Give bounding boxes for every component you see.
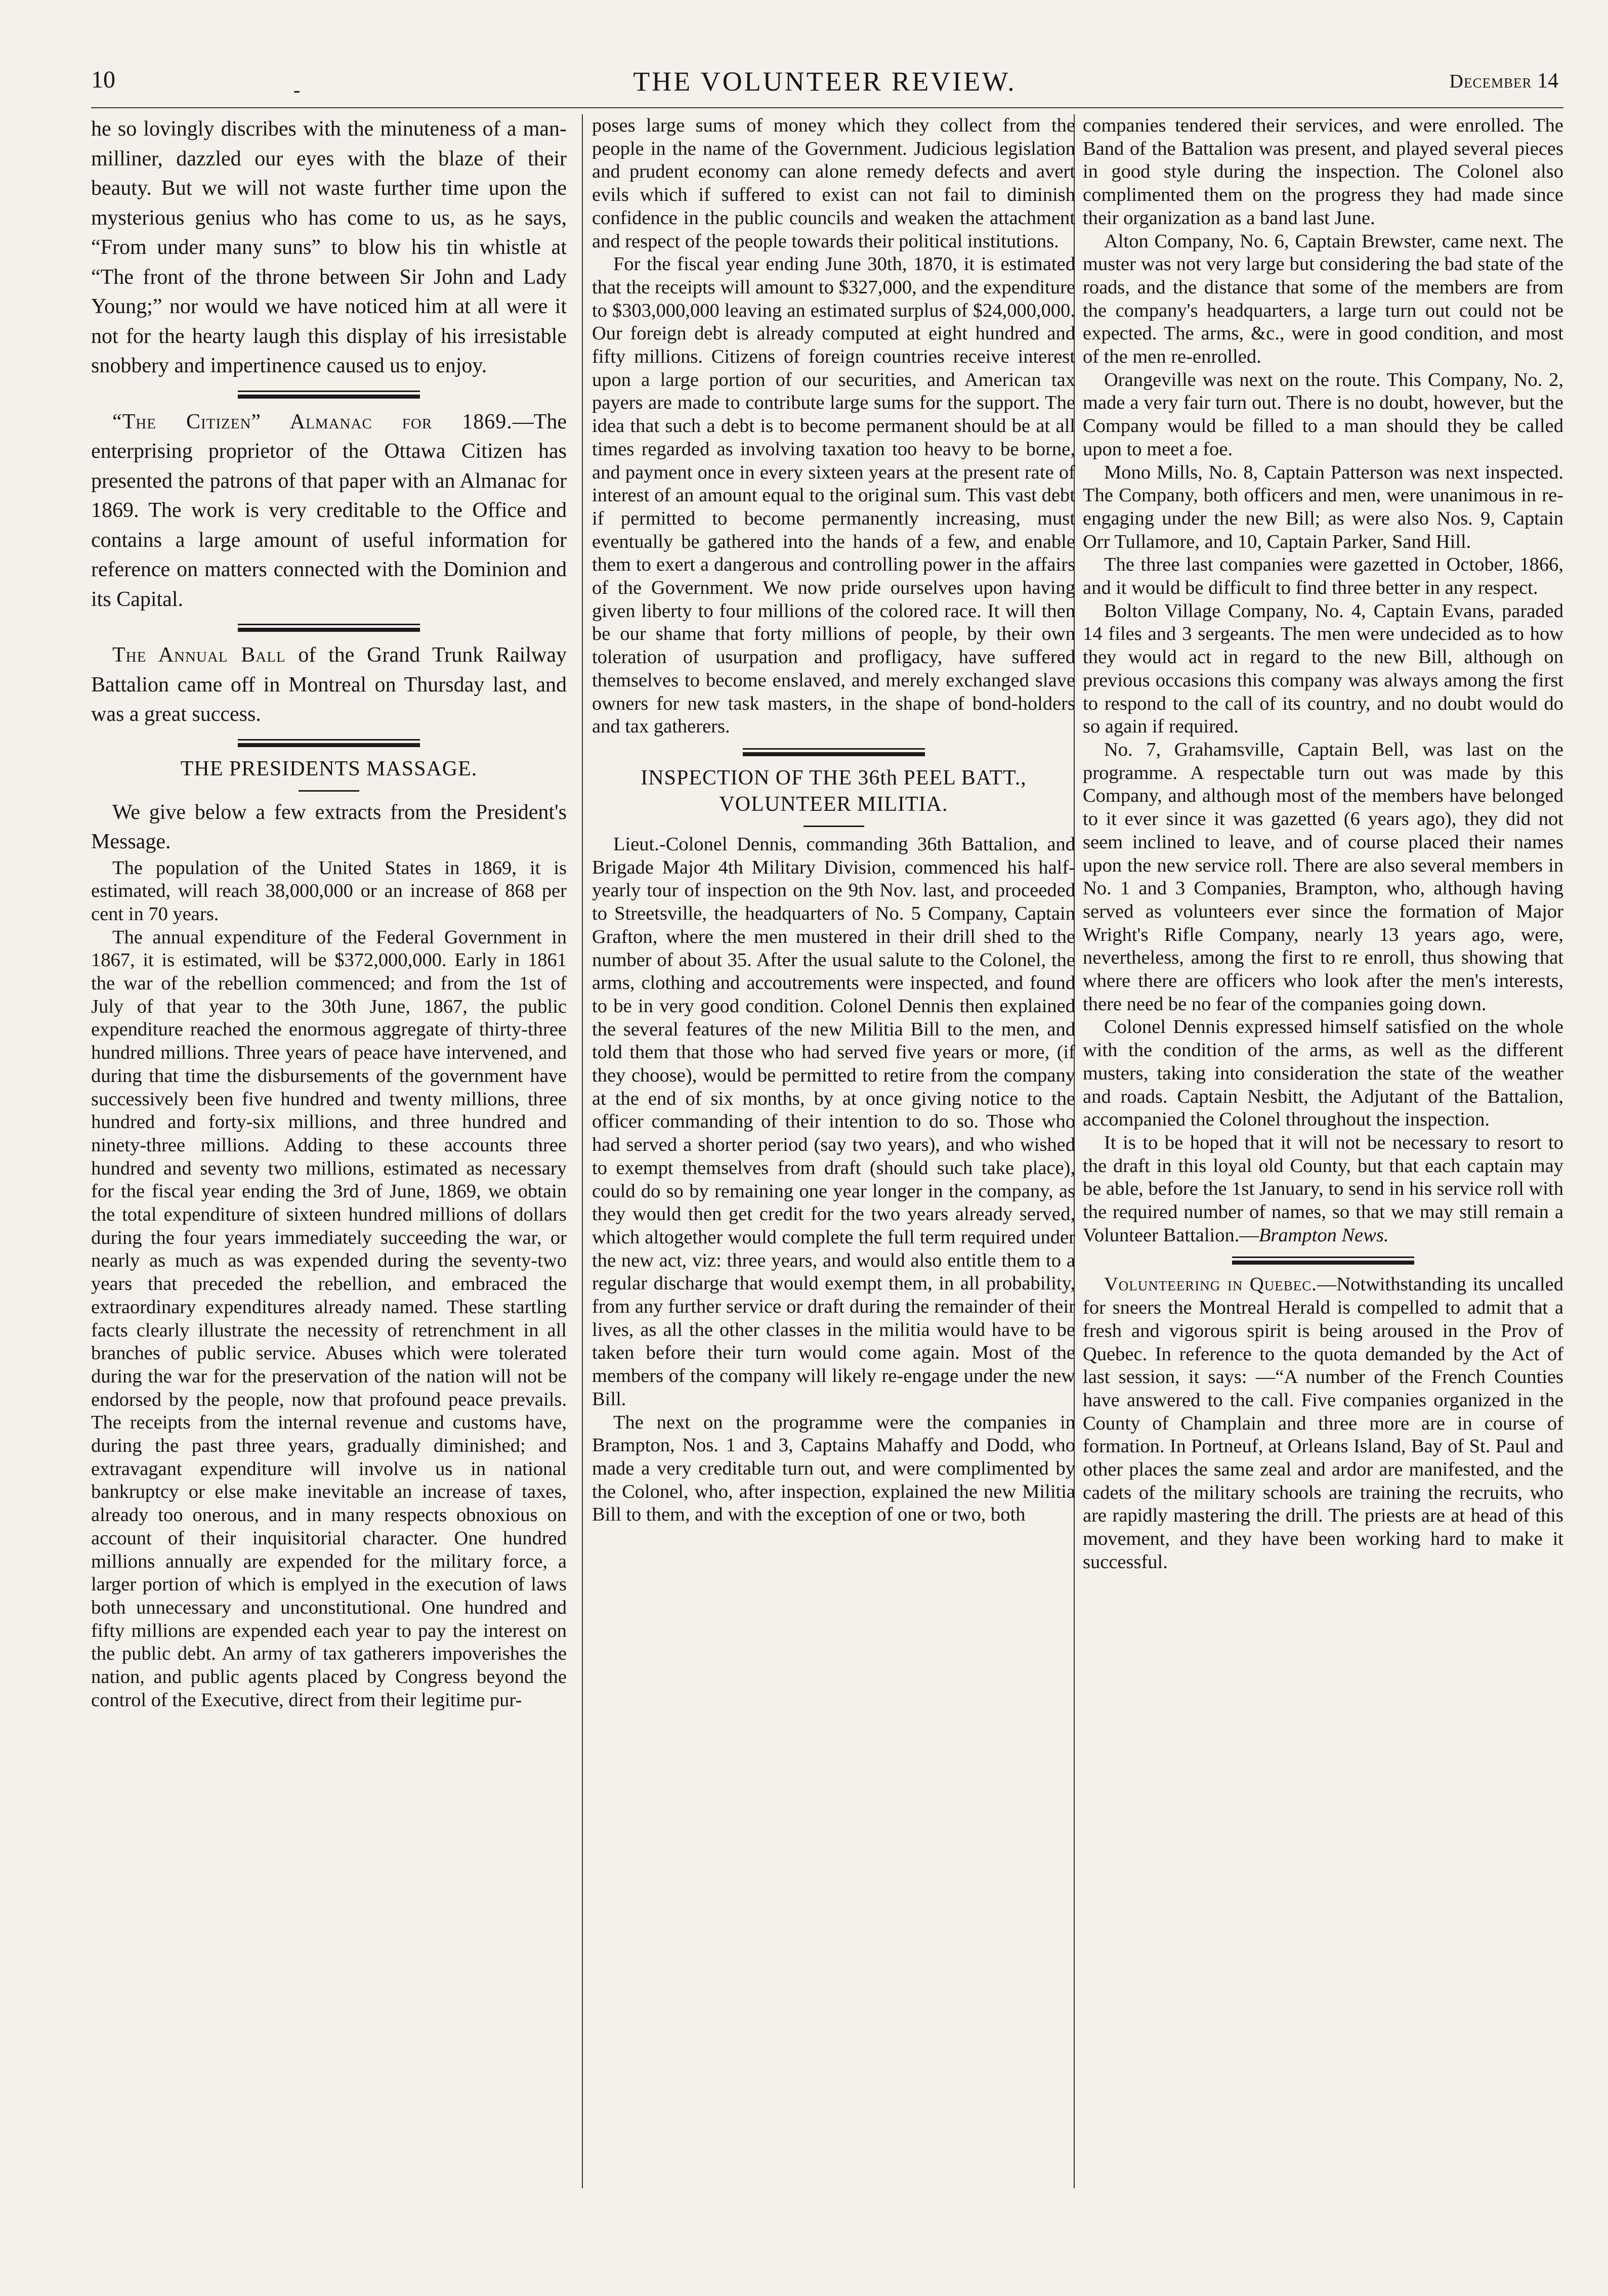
brampton-paragraph: The next on the programme were the companies in Brampton, Nos. 1 and 3, Captains Mahaffy and Dodd, who made a very creditable turn out, and were complimented by the Colonel, who, after inspection, explained the new Militia Bill to them, and with the exception of one or two, both bbox=[592, 1411, 1075, 1526]
column-1 bbox=[91, 114, 567, 2188]
population-paragraph: The population of the United States in 1869, it is estimated, will reach 38,000,000 or an increase of 868 per cent in 70 years. bbox=[91, 857, 567, 925]
gazetted-paragraph: The three last companies were gazetted in October, 1866, and it would be difficult to find three better in any respect. bbox=[1083, 554, 1563, 599]
column-1-lead bbox=[91, 114, 567, 857]
almanac-body: —The enterprising proprietor of the Ottawa Citizen has presented the patrons of that paper with an Almanac for 1869. The work is very creditable to the Office and contains a large amount of useful information for reference on matters connected with the Dominion and its Capital. bbox=[91, 410, 567, 611]
masthead: THE VOLUNTEER REVIEW. bbox=[633, 66, 1017, 97]
quebec-body: —Notwithstanding its uncalled for sneers the Montreal Herald is compelled to admit that a fresh and vigorous spirit is being aroused in the Prov of Quebec. In reference to the quota demanded by the Act of last session, it says: —“A number of the French Counties have answered to the call. Five companies organized in the County of Champlain and three more are in course of formation. In Portneuf, at Orleans Island, Bay of St. Paul and other places the same zeal and ardor are manifested, and the cadets of the military schools are training the recruits, who are rapidly mastering the drill. The priests are at head of this movement, and they have been working hard to make it successful. bbox=[1083, 1274, 1563, 1573]
header-dash: - bbox=[293, 78, 301, 101]
draft-paragraph bbox=[1083, 1132, 1563, 1247]
fiscal-year-paragraph: For the fiscal year ending June 30th, 1870, it is estimated that the receipts will amount to $327,000, and the expenditure to $303,000,000 leaving an estimated surplus of $24,000,000. Our foreign debt is already computed at eight hundred and fifty millions. Citizens of foreign countries receive interest upon a large portion of our securities, and American tax payers are made to contribute large sums for the support. The idea that such a debt is to become permanent should be at all times regarded as involving taxation too heavy to be borne, and payment once in every sixteen years at the present rate of interest of an amount equal to the original sum. This vast debt if permitted to become permanently increasing, must eventually be gathered into the hands of a few, and enable them to exert a dangerous and controlling power in the affairs of the Government. We now pride ourselves upon having given liberty to four millions of the colored race. It will then be our shame that forty millions of people, by their own toleration of usurpation and profligacy, have suffered themselves to become enslaved, and merely exchanged slave owners for new task masters, in the shape of bond-holders and tax gatherers. bbox=[592, 253, 1075, 738]
column-2 bbox=[592, 114, 1075, 2188]
bolton-paragraph: Bolton Village Company, No. 4, Captain Evans, paraded 14 files and 3 sergeants. The men were undecided as to how they would act in regard to the new Bill, although on previous occasions this company was always among the first to respond to the call of its country, and no doubt would do so again if required. bbox=[1083, 600, 1563, 738]
ball-body: of the Grand Trunk Railway Battalion came off in Montreal on Thursday last, and was a great success. bbox=[91, 643, 567, 726]
grahamsville-paragraph: No. 7, Grahamsville, Captain Bell, was last on the programme. A respectable turn out was made by this Company, and although most of the members have belonged to it ever since it was gazetted (6 years ago), they did not seem inclined to leave, and of course placed their names upon the new service roll. There are also several members in No. 1 and 3 Companies, Brampton, who, although having served as volunteers ever since the formation of Major Wright's Rifle Company, nearly 13 years ago, were, nevertheless, among the first to re enroll, thus showing that where there are officers who look after the men's interests, there need be no fear of the companies going down. bbox=[1083, 739, 1563, 1015]
column-3-continuation: companies tendered their services, and were enrolled. The Band of the Battalion was present, and played several pieces in good style during the inspection. The Colonel also complimented them on the progress they had made since their organization as a band last June. bbox=[1083, 115, 1563, 229]
almanac-title: “The Citizen” Almanac for 1869. bbox=[112, 410, 513, 434]
quebec-title: Volunteering in Quebec. bbox=[1104, 1274, 1317, 1295]
alton-paragraph: Alton Company, No. 6, Captain Brewster, came next. The muster was not very large but considering the bad state of the roads, and the distance that some of the members are from the company's headquarters, a large turn out could not be expected. The arms, &c., were in good condition, and most of the men re-enrolled. bbox=[1083, 230, 1563, 368]
inspection-heading: INSPECTION OF THE 36th PEEL BATT., VOLUNTEER MILITIA. bbox=[641, 766, 1027, 816]
snob-paragraph: he so lovingly discribes with the minuteness of a man-milliner, dazzled our eyes with the blaze of their beauty. But we will not waste further time upon the mysterious genius who has come to us, as he says, “From under many suns” to blow his tin whistle at “The front of the throne between Sir John and Lady Young;” nor would we have noticed him at all were it not for the hearty laugh this display of his irresistable snobbery and impertinence caused us to enjoy. bbox=[91, 117, 567, 377]
inspection-paragraph: Lieut.-Colonel Dennis, commanding 36th Battalion, and Brigade Major 4th Military Division, commenced his half-yearly tour of inspection on the 9th Nov. last, and proceeded to Streetsville, the headquarters of No. 5 Company, Captain Grafton, where the men mustered in their drill shed to the number of about 35. After the usual salute to the Colonel, the arms, clothing and accoutrements were inspected, and found to be in very good condition. Colonel Dennis then explained the several features of the new Militia Bill to the men, and told them that those who had served five years or more, (if they choose), would be permitted to retire from the company at the end of six months, by at once giving notice to the officer commanding of their intention to do so. Those who had served a shorter period (say two years), and who wished to exempt themselves from draft (should such take place), could do so by remaining one year longer in the company, as they would then get credit for the two years already served, which altogether would complete the full term required under the new act, viz: three years, and would also entitle them to a regular discharge that would exempt them, in all probability, from any further service or draft during the remainder of their lives, as all the other classes in the militia would have to be taken before their turn would come again. Most of the members of the company will likely re-engage under the new Bill. bbox=[592, 833, 1075, 1410]
presidents-message-heading: THE PRESIDENTS MASSAGE. bbox=[180, 757, 478, 781]
header-date bbox=[1450, 69, 1558, 93]
date-day: 14 bbox=[1537, 69, 1558, 93]
ball-paragraph bbox=[91, 640, 567, 729]
mono-mills-paragraph: Mono Mills, No. 8, Captain Patterson was next inspected. The Company, both officers and men, were unanimous in re-engaging under the new Bill; as were also Nos. 9, Captain Orr Tullamore, and 10, Captain Parker, Sand Hill. bbox=[1083, 461, 1563, 552]
ball-title: The Annual Ball bbox=[112, 643, 286, 667]
column-3 bbox=[1083, 114, 1563, 2188]
heading-rule bbox=[803, 826, 864, 827]
column-2-continuation: poses large sums of money which they collect from the people in the name of the Government. Judicious legislation and prudent economy can alone remedy defects and avert evils which if suffered to exist can not fail to diminish confidence in the public councils and weaken the attachment and respect of the people towards their political institutions. bbox=[592, 115, 1075, 252]
expenditure-paragraph: The annual expenditure of the Federal Government in 1867, it is estimated, will be $372,000,000. Early in 1861 the war of the rebellion commenced; and from the 1st of July of that year to the 30th June, 1867, the public expenditure reached the enormous aggregate of thirty-three hundred millions. Three years of peace have intervened, and during that time the disbursements of the government have successively been five hundred and twenty millions, three hundred and forty-six millions, and three hundred and ninety-three millions. Adding to these accounts three hundred and seventy two millions, estimated as necessary for the fiscal year ending the 3rd of June, 1869, we obtain the total expenditure of sixteen hundred millions of dollars during the four years immediately succeeding the war, or nearly as much as was expended during the seventy-two years that preceded the rebellion, and embraced the extraordinary expenditures already named. These startling facts clearly illustrate the necessity of retrenchment in all branches of public service. Abuses which were tolerated during the war for the preservation of the nation will not be endorsed by the people, now that profound peace prevails. The receipts from the internal revenue and customs have, during the past three years, gradually diminished; and extravagant expenditure will involve us in national bankruptcy or else make inevitable an increase of taxes, already too onerous, and in many respects obnoxious on account of their inquisitorial character. One hundred millions annually are expended for the military force, a larger portion of which is emplyed in the execution of laws both unnecessary and unconstitutional. One hundred and fifty millions are expended each year to pay the interest on the public debt. An army of tax gatherers impoverishes the nation, and public agents placed by Congress beyond the control of the Executive, direct from their legitime pur- bbox=[91, 926, 567, 1711]
section-rule bbox=[238, 737, 420, 749]
message-intro: We give below a few extracts from the President's Message. bbox=[91, 800, 567, 853]
page-header bbox=[91, 66, 1558, 106]
section-rule bbox=[238, 388, 420, 400]
almanac-paragraph bbox=[91, 407, 567, 615]
section-rule bbox=[1232, 1254, 1414, 1266]
satisfied-paragraph: Colonel Dennis expressed himself satisfied on the whole with the condition of the arms, as well as the different musters, taking into consideration the state of the weather and roads. Captain Nesbitt, the Adjutant of the Battalion, accompanied the Colonel throughout the inspection. bbox=[1083, 1016, 1563, 1131]
orangeville-paragraph: Orangeville was next on the route. This Company, No. 2, made a very fair turn out. There is no doubt, however, but the Company would be filled to a man should they be called upon to meet a foe. bbox=[1083, 369, 1563, 460]
heading-rule bbox=[299, 790, 359, 792]
date-month: December bbox=[1449, 71, 1532, 92]
draft-source: Brampton News. bbox=[1258, 1224, 1389, 1246]
section-rule bbox=[238, 621, 420, 633]
column-divider-1 bbox=[582, 114, 583, 2188]
draft-body: It is to be hoped that it will not be necessary to resort to the draft in this loyal old County, but that each captain may be able, before the 1st January, to send in his service roll with the required number of names, so that we may still remain a Volunteer Battalion.— bbox=[1083, 1132, 1563, 1246]
page-number: 10 bbox=[91, 66, 115, 93]
quebec-paragraph bbox=[1083, 1273, 1563, 1574]
section-rule bbox=[743, 746, 925, 758]
header-rule bbox=[91, 107, 1563, 108]
